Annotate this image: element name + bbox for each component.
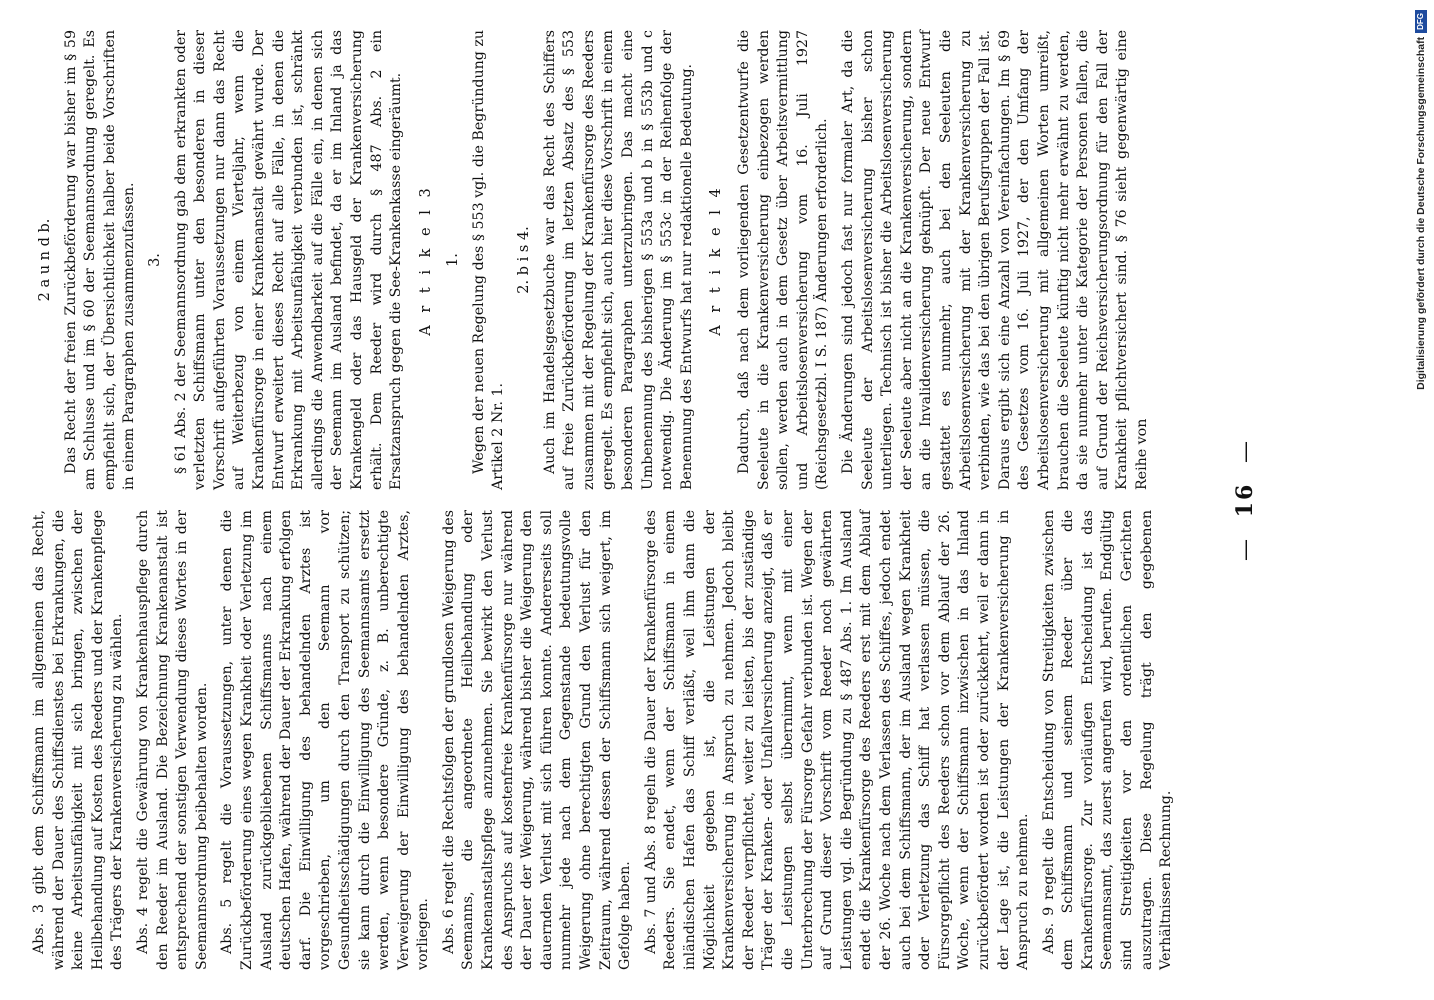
paragraph-abs-9: Abs. 9 regelt die Entscheidung von Streitigkeiten zwischen dem Schiffsmann und seinem Reeder über die Krankenfürsorge. Zur vorläufigen Entscheidung ist das Seemannsamt, das zuerst angerufen wird, berufen. Endgültig sind Streitigkeiten vor den ordentlichen Gerichten auszutragen. Diese Regelung trägt den gegebenen Verhältnissen Rechnung. [1040, 510, 1175, 970]
paragraph-abs-3: Abs. 3 gibt dem Schiffsmann im allgemeinen das Recht, während der Dauer des Schiffsdienstes bei Erkrankungen, die keine Arbeitsunfähigkeit mit sich bringen, zwischen der Heilbehandlung auf Kosten des Reeders und der Krankenpflege des Trägers der Krankenversicherung zu wählen. [31, 510, 126, 970]
paragraph-rueckbefoerderung: Das Recht der freien Zurückbeförderung war bisher im § 59 am Schlusse und im § 60 der Seemannsordnung geregelt. Es empfiehlt sich, der Übersichtlichkeit halber beide Vorschriften in einem Paragraphen zusammenzufassen. [62, 30, 138, 490]
page-number-value: 16 [1232, 482, 1258, 518]
left-text-column [30, 510, 1210, 970]
section-heading-2-4: 2. b i s 4. [516, 226, 533, 294]
paragraph-par-553: Wegen der neuen Regelung des § 553 vgl. die Begründung zu Artikel 2 Nr. 1. [470, 30, 507, 490]
digitization-credit [1410, 10, 1432, 1000]
paragraph-abs-4: Abs. 4 regelt die Gewährung von Krankenhauspflege durch den Reeder im Ausland. Die Bezeichnung Krankenanstalt ist entsprechend der sonstigen Verwendung dieses Wortes in der Seemannsordnung beibehalten worden. [134, 510, 210, 970]
page-number-dash-right: — [1233, 439, 1258, 464]
section-heading-1: 1. [445, 253, 462, 267]
paragraph-abs-6: Abs. 6 regelt die Rechtsfolgen der grundlosen Weigerung des Seemanns, die angeordnete Heilbehandlung oder Krankenanstaltspflege anzunehmen. Sie bewirkt den Verlust des Anspruchs auf kostenfreie Krankenfürsorge nur während der Dauer der Weigerung, während bisher die Weigerung den dauernden Verlust mit sich führen konnte. Andererseits soll nunmehr jede nach dem Gegenstande bedeutungsvolle Weigerung ohne berechtigten Grund den Verlust für den Zeitraum, während dessen der Schiffsmann sich weigert, im Gefolge haben. [440, 510, 634, 970]
page-number-dash-left: — [1233, 536, 1258, 561]
paragraph-handelsgesetzbuch: Auch im Handelsgesetzbuche war das Recht des Schiffers auf freie Zurückbeförderung im letzten Absatz des § 553 zusammen mit der Regelung der Krankenfürsorge des Reeders geregelt. Es empfiehlt sich, auch hier diese Vorschrift in einem besonderen Paragraphen unterzubringen. Das macht eine Umbenennung des bisherigen § 553a und b in § 553b und c notwendig. Die Änderung im § 553c in der Reihenfolge der Benennung des Entwurfs hat nur redaktionelle Bedeutung. [541, 30, 695, 490]
paragraph-par-61: § 61 Abs. 2 der Seemannsordnung gab dem erkrankten oder verletzten Schiffsmann unter den besonderen in dieser Vorschrift aufgeführten Voraussetzungen nur dann das Recht auf Weiterbezug von einem Vierteljahr, wenn die Krankenfürsorge in einer Krankenanstalt gewährt wurde. Der Entwurf erweitert dieses Recht auf alle Fälle, in denen die Erkrankung mit Arbeitsunfähigkeit verbunden ist, schränkt allerdings die Anwendbarkeit auf die Fälle ein, in denen sich der Seemann im Ausland befindet, da er im Inland ja das Krankengeld oder das Hausgeld der Krankenversicherung erhält. Dem Reeder wird durch § 487 Abs. 2 ein Ersatzanspruch gegen die See-Krankenkasse eingeräumt. [172, 30, 405, 490]
section-heading-3: 3. [146, 253, 163, 267]
page-number [1232, 340, 1258, 660]
article-3-heading: A r t i k e l 3 [417, 184, 434, 336]
paragraph-gesetzentwurf: Dadurch, daß nach dem vorliegenden Gesetzentwurfe die Seeleute in die Krankenversicherung einbezogen werden sollen, werden auch in dem Gesetz über Arbeitsvermittlung und Arbeitslosenversicherung vom 16. Juli 1927 (Reichsgesetzbl. I S. 187) Änderungen erforderlich. [736, 30, 831, 490]
dfg-logo: DFG [1415, 10, 1427, 33]
paragraph-abs-5: Abs. 5 regelt die Voraussetzungen, unter denen die Zurückbeförderung eines wegen Krankheit oder Verletzung im Ausland zurückgebliebenen Schiffsmanns nach einem deutschen Hafen, während der Dauer der Erkrankung erfolgen darf. Die Einwilligung des behandelnden Arztes ist vorgeschrieben, um den Seemann vor Gesundheitsschädigungen durch den Transport zu schützen; sie kann durch die Einwilligung des Seemannsamts ersetzt werden, wenn besondere Gründe, z. B. unberechtigte Verweigerung der Einwilligung des behandelnden Arztes, vorliegen. [219, 510, 432, 970]
credit-text [1410, 10, 1432, 1000]
paragraph-abs-7-8: Abs. 7 und Abs. 8 regeln die Dauer der Krankenfürsorge des Reeders. Sie endet, wenn der Schiffsmann in einem inländischen Hafen das Schiff verläßt, weil ihm dann die Möglichkeit gegeben ist, die Leistungen der Krankenversicherung in Anspruch zu nehmen. Jedoch bleibt der Reeder verpflichtet, weiter zu leisten, bis der zuständige Träger der Kranken- oder Unfallversicherung anzeigt, daß er die Leistungen selbst übernimmt, wenn mit einer Unterbrechung der Fürsorge Gefahr verbunden ist. Wegen der auf Grund dieser Vorschrift vom Reeder noch gewährten Leistungen vgl. die Begründung zu § 487 Abs. 1. Im Ausland endet die Krankenfürsorge des Reeders erst mit dem Ablauf der 26. Woche nach dem Verlassen des Schiffes, jedoch endet auch bei dem Schiffsmann, der im Ausland wegen Krankheit oder Verletzung das Schiff hat verlassen müssen, die Fürsorgepflicht des Reeders schon vor dem Ablauf der 26. Woche, wenn der Schiffsmann inzwischen in das Inland zurückbefördert worden ist oder zurückkehrt, weil er dann in der Lage ist, die Leistungen der Krankenversicherung in Anspruch zu nehmen. [642, 510, 1032, 970]
credit-label: Digitalisierung gefördert durch die Deutsche Forschungsgemeinschaft [1415, 36, 1427, 390]
article-4-heading: A r t i k e l 4 [708, 184, 725, 336]
section-heading-2ab: 2 a u n d b. [37, 218, 53, 302]
paragraph-aenderungen: Die Änderungen sind jedoch fast nur formaler Art, da die Seeleute der Arbeitslosenversicherung bisher schon unterliegen. Technisch ist bisher die Arbeitslosenversicherung der Seeleute aber nicht an die Krankenversicherung, sondern an die Invalidenversicherung geknüpft. Der neue Entwurf gestattet es nunmehr, auch bei den Seeleuten die Arbeitslosenversicherung mit der Krankenversicherung zu verbinden, wie das bei den übrigen Berufsgruppen der Fall ist. Daraus ergibt sich eine Anzahl von Vereinfachungen. Im § 69 des Gesetzes vom 16. Juli 1927, der den Umfang der Arbeitslosenversicherung mit allgemeinen Worten umreißt, brauchen die Seeleute künftig nicht mehr erwähnt zu werden, da sie nunmehr unter die Kategorie der Personen fallen, die auf Grund der Reichsversicherungsordnung für den Fall der Krankheit pflichtversichert sind. § 76 sieht gegenwärtig eine Reihe von [839, 30, 1150, 490]
right-text-column [30, 30, 1210, 490]
